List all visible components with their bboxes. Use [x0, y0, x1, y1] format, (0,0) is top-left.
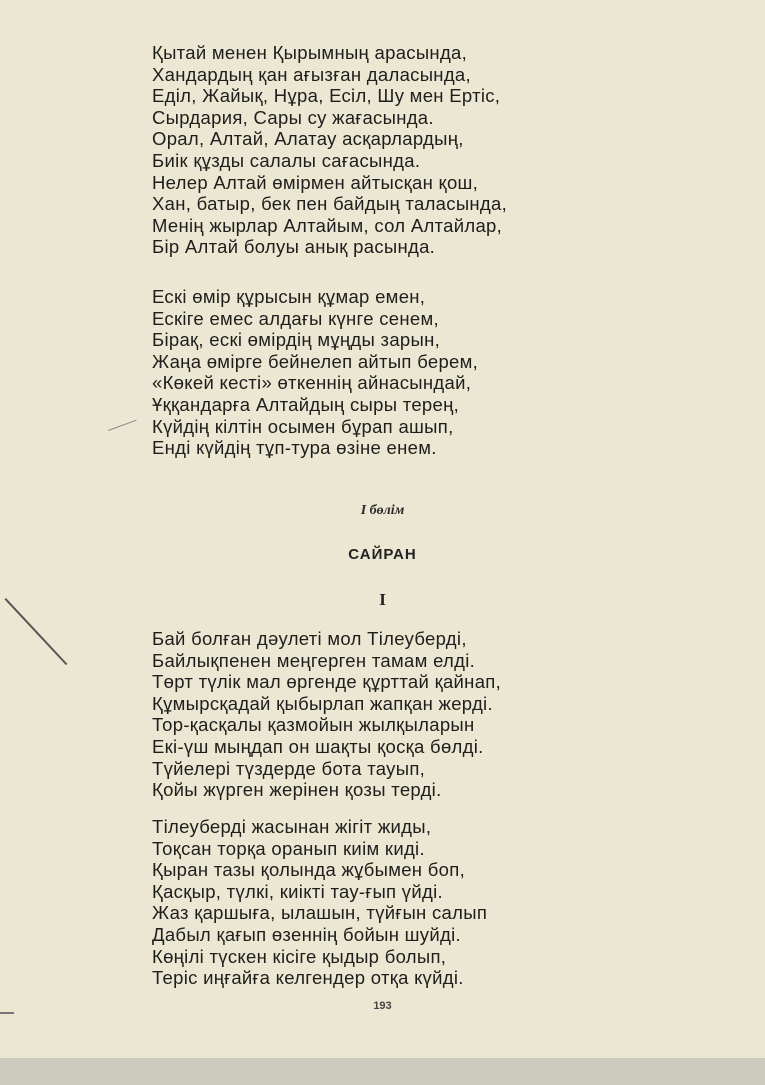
verse-line: Бірақ, ескі өмірдің мұңды зарын,	[152, 329, 441, 351]
pencil-mark	[0, 1012, 14, 1014]
poem-stanza-2	[152, 286, 478, 459]
verse-line: «Көкей кесті» өткеннің айнасындай,	[152, 372, 472, 394]
verse-line: Ескіге емес алдағы күнге сенем,	[152, 307, 439, 329]
poem-stanza-4	[152, 816, 487, 989]
verse-line: Қытай менен Қырымның арасында,	[152, 42, 468, 63]
verse-line: Сырдария, Сары су жағасында.	[152, 106, 434, 128]
section-number: I	[379, 590, 386, 609]
verse-line: Тілеуберді жасынан жігіт жиды,	[152, 816, 432, 837]
verse-line: Нелер Алтай өмірмен айтысқан қош,	[152, 171, 479, 193]
page-number: 193	[373, 1000, 392, 1012]
verse-line: Көңілі түскен кісіге қыдыр болып,	[152, 945, 447, 967]
pencil-mark	[108, 420, 137, 431]
verse-line: Менің жырлар Алтайым, сол Алтайлар,	[152, 214, 503, 236]
verse-line: Ескі өмір құрысын құмар емен,	[152, 286, 426, 307]
verse-line: Бір Алтай болуы анық расында.	[152, 236, 436, 258]
verse-line: Хандардың қан ағызған даласында,	[152, 63, 471, 85]
verse-line: Теріс иңғайға келгендер отқа күйді.	[152, 967, 464, 989]
verse-line: Байлықпенен меңгерген тамам елді.	[152, 649, 476, 671]
verse-line: Екі-үш мыңдап он шақты қосқа бөлді.	[152, 735, 484, 757]
verse-line: Ұққандарға Алтайдың сыры терең,	[152, 393, 460, 415]
verse-line: Дабыл қағып өзеннің бойын шуйді.	[152, 923, 461, 945]
verse-line: Түйелері түздерде бота тауып,	[152, 757, 426, 779]
poem-stanza-3	[152, 628, 501, 801]
verse-line: Қасқыр, түлкі, киікті тау-ғып үйді.	[152, 880, 443, 902]
verse-line: Күйдің кілтін осымен бұрап ашып,	[152, 415, 454, 437]
verse-line: Жаз қаршыға, ылашын, түйғын салып	[152, 902, 488, 924]
verse-line: Еділ, Жайық, Нұра, Есіл, Шу мен Ертіс,	[152, 85, 501, 107]
verse-line: Жаңа өмірге бейнелеп айтып берем,	[152, 350, 479, 372]
chapter-title: САЙРАН	[348, 546, 417, 563]
verse-line: Төрт түлік мал өргенде құрттай қайнап,	[152, 671, 502, 693]
verse-line: Тор-қасқалы қазмойын жылқыларын	[152, 714, 475, 736]
verse-line: Құмырсқадай қыбырлап жапқан жерді.	[152, 692, 493, 714]
verse-line: Хан, батыр, бек пен байдың таласында,	[152, 193, 508, 215]
verse-line: Енді күйдің тұп-тура өзіне енем.	[152, 437, 437, 459]
verse-line: Орал, Алтай, Алатау асқарлардың,	[152, 128, 464, 150]
poem-stanza-1	[152, 42, 507, 258]
verse-line: Қыран тазы қолында жұбымен боп,	[152, 859, 466, 881]
verse-line: Қойы жүрген жерінен қозы терді.	[152, 779, 442, 801]
part-heading: I бөлім	[360, 503, 405, 518]
verse-line: Биік құзды салалы сағасында.	[152, 149, 421, 171]
verse-line: Тоқсан торқа оранып киім киді.	[152, 837, 425, 859]
verse-line: Бай болған дәулеті мол Тілеуберді,	[152, 628, 467, 649]
